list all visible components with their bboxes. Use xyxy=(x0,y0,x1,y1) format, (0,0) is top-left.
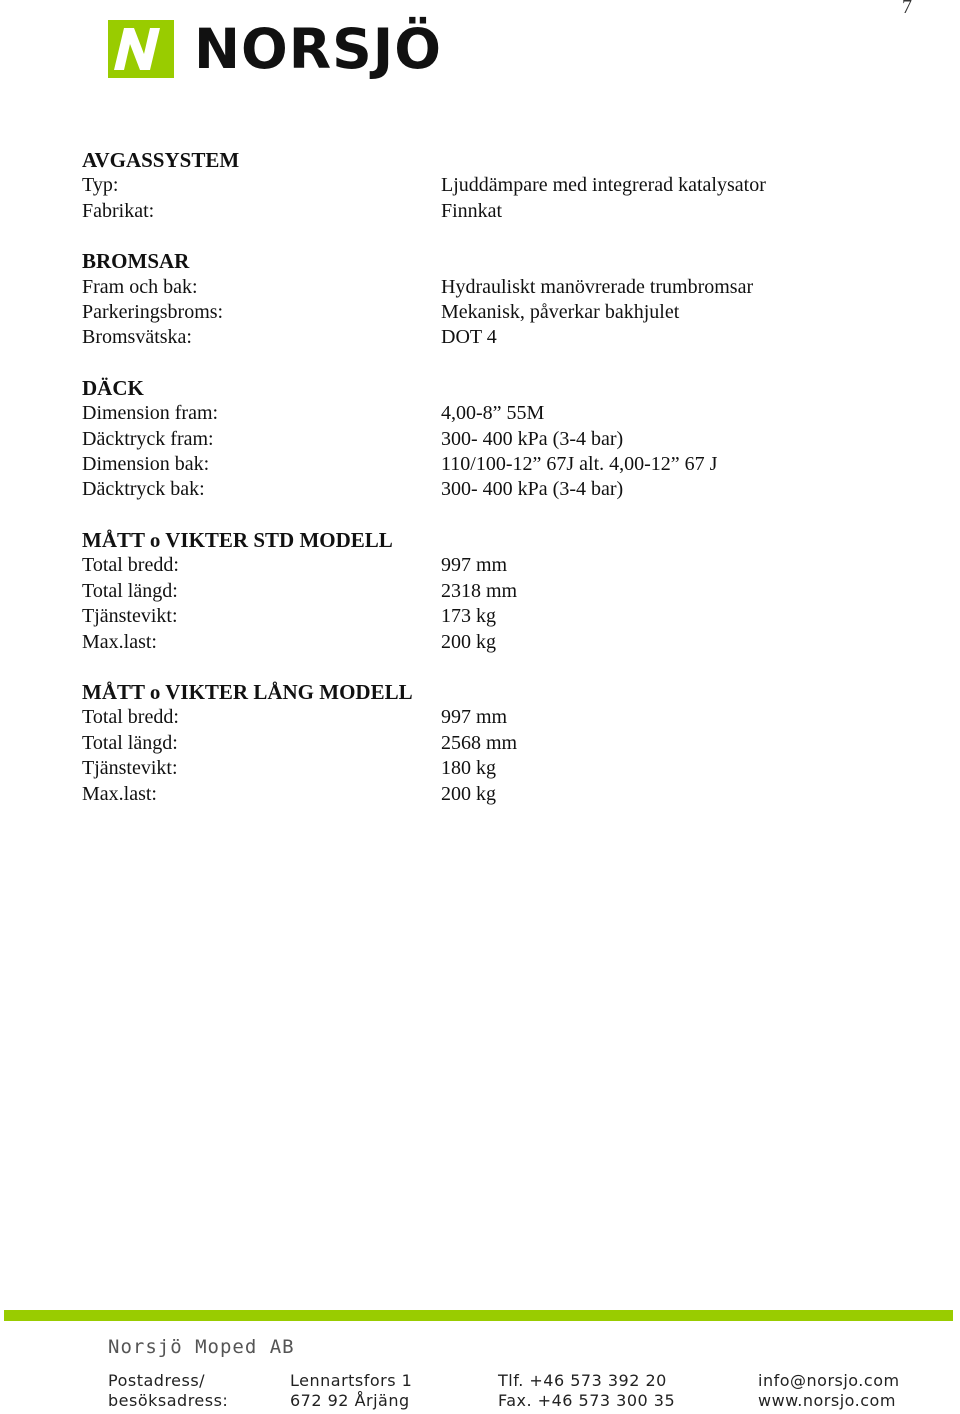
norsjo-logo-mark-icon xyxy=(108,20,174,78)
section-title: DÄCK xyxy=(82,375,144,400)
spec-value: DOT 4 xyxy=(441,326,497,349)
spec-value: 200 kg xyxy=(441,782,496,805)
spec-row xyxy=(82,705,902,730)
spec-row xyxy=(82,579,902,604)
section-matt-vikter-std xyxy=(82,528,902,655)
spec-row xyxy=(82,452,902,477)
spec-label: Däcktryck fram: xyxy=(82,427,214,450)
spec-row xyxy=(82,173,902,198)
spec-value: Mekanisk, påverkar bakhjulet xyxy=(441,301,680,324)
spec-value: Ljuddämpare med integrerad katalysator xyxy=(441,174,766,197)
footer-address-label-line: Postadress/ xyxy=(108,1371,206,1390)
spec-value: 180 kg xyxy=(441,757,496,780)
footer-street: Lennartsfors 1 xyxy=(290,1371,413,1390)
spec-row xyxy=(82,731,902,756)
spec-label: Total bredd: xyxy=(82,554,179,577)
spec-label: Däcktryck bak: xyxy=(82,478,205,501)
spec-row xyxy=(82,300,902,325)
footer-contact-web xyxy=(758,1371,900,1411)
spec-row xyxy=(82,325,902,350)
section-title: MÅTT o VIKTER LÅNG MODELL xyxy=(82,679,413,704)
section-title: MÅTT o VIKTER STD MODELL xyxy=(82,527,393,552)
norsjo-logo xyxy=(108,17,442,81)
spec-row xyxy=(82,782,902,807)
section-bromsar xyxy=(82,249,902,351)
spec-value: 300- 400 kPa (3-4 bar) xyxy=(441,427,624,450)
spec-row xyxy=(82,553,902,578)
spec-row xyxy=(82,477,902,502)
spec-label: Tjänstevikt: xyxy=(82,757,178,780)
page-number: 7 xyxy=(902,0,912,18)
section-avgassystem xyxy=(82,148,902,224)
footer-email-link[interactable]: info@norsjo.com xyxy=(758,1371,900,1390)
spec-row xyxy=(82,199,902,224)
footer-contact-phone xyxy=(498,1371,675,1411)
footer-phone: Tlf. +46 573 392 20 xyxy=(498,1371,667,1390)
spec-value: Finnkat xyxy=(441,199,503,222)
spec-row xyxy=(82,630,902,655)
spec-label: Typ: xyxy=(82,174,119,197)
spec-row xyxy=(82,427,902,452)
spec-label: Dimension bak: xyxy=(82,453,210,476)
spec-row xyxy=(82,401,902,426)
spec-label: Max.last: xyxy=(82,630,157,653)
spec-label: Total längd: xyxy=(82,579,178,602)
spec-value: 997 mm xyxy=(441,554,508,577)
spec-row xyxy=(82,604,902,629)
spec-value: 4,00-8” 55M xyxy=(441,402,545,425)
specifications xyxy=(82,148,902,832)
spec-label: Total längd: xyxy=(82,731,178,754)
spec-label: Total bredd: xyxy=(82,706,179,729)
spec-row xyxy=(82,756,902,781)
spec-value: 2318 mm xyxy=(441,579,518,602)
footer-postal: 672 92 Årjäng xyxy=(290,1391,410,1410)
section-title: AVGASSYSTEM xyxy=(82,148,240,172)
section-title: BROMSAR xyxy=(82,249,190,274)
spec-value: 173 kg xyxy=(441,605,496,628)
footer-fax: Fax. +46 573 300 35 xyxy=(498,1391,676,1410)
spec-label: Max.last: xyxy=(82,782,157,805)
section-dack xyxy=(82,376,902,503)
footer-company-name: Norsjö Moped AB xyxy=(108,1336,295,1358)
footer-website-link[interactable]: www.norsjo.com xyxy=(758,1391,896,1410)
spec-label: Dimension fram: xyxy=(82,402,219,425)
spec-label: Parkeringsbroms: xyxy=(82,301,224,324)
spec-value: 200 kg xyxy=(441,630,496,653)
section-matt-vikter-lang xyxy=(82,680,902,807)
footer-divider xyxy=(4,1310,953,1321)
footer-address xyxy=(290,1371,412,1411)
spec-value: 997 mm xyxy=(441,706,508,729)
brand-name: NORSJÖ xyxy=(194,17,442,81)
spec-value: 300- 400 kPa (3-4 bar) xyxy=(441,478,624,501)
spec-label: Tjänstevikt: xyxy=(82,605,178,628)
footer-address-label xyxy=(108,1371,228,1411)
spec-label: Bromsvätska: xyxy=(82,326,192,349)
spec-row xyxy=(82,275,902,300)
spec-label: Fram och bak: xyxy=(82,275,198,298)
spec-value: Hydrauliskt manövrerade trumbromsar xyxy=(441,275,754,298)
spec-label: Fabrikat: xyxy=(82,199,155,222)
spec-value: 110/100-12” 67J alt. 4,00-12” 67 J xyxy=(441,453,718,476)
footer-address-label-line: besöksadress: xyxy=(108,1391,229,1410)
spec-value: 2568 mm xyxy=(441,731,518,754)
